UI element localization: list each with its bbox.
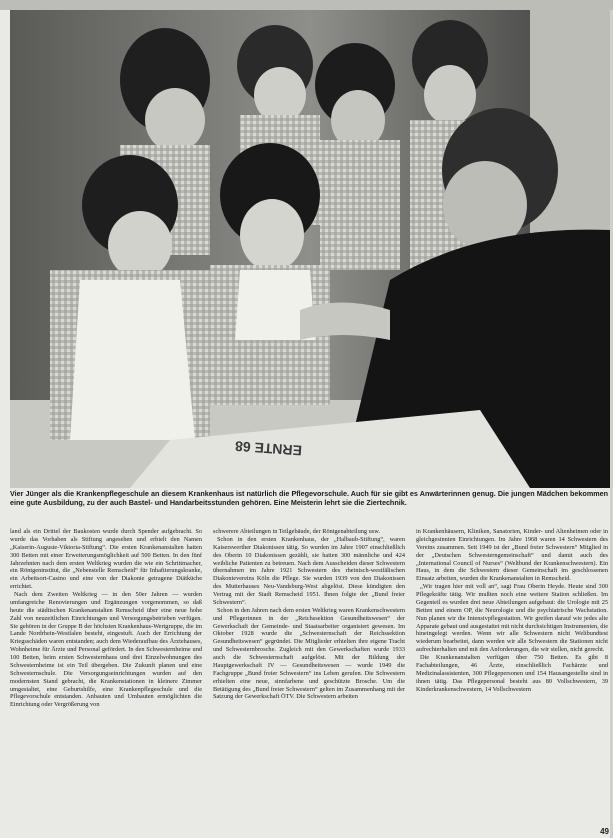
article-column-1	[10, 528, 202, 834]
paragraph: Schon in den Jahren nach dem ersten Weltkrieg waren Krankenschwestern und Pflegerinnen in der „Reichssektion Gesundheitswesen“ der Gewerkschaft der Gemeinde- und Staatsarbeiter organisiert gewesen. Im Oktober 1928 wurde die „Schwesternschaft der Reichssektion Gesundheitswesen“ gegründet. Die Mitglieder erhielten ihre eigene Tracht und Schwesternbrosche. Zugleich mit den Gewerkschaften wurde 1933 auch die Schwesternschaft aufgelöst. Mit der Bildung der Hauptgewerkschaft IV — Gesundheitswesen — wurde 1949 die Fachgruppe „Bund freier Schwestern“ ins Leben gerufen. Die Schwestern erhielten eine neue, sinnfarbene und geschützte Brosche. Um die Betätigung des „Bund freier Schwestern“ gelten im Zusammenhang mit der Satzung der Gewerkschaft ÖTV. Die Schwestern arbeiten	[213, 606, 405, 701]
photograph-illustration	[10, 10, 610, 488]
paragraph: Schon in den ersten Krankenhaus, der „Halbaub-Stiftung“, waren Kaiserswerther Diakonissen tätig. So wurden im Jahre 1907 einschließlich des Oberin 10 Diakonissen gezählt, sie hatten 300 männliche und 424 weibliche Patienten zu betreuen. Nach dem Ausscheiden dieser Schwestern übernahmen im Jahre 1921 Schwestern des rheinisch-westfälischen Diakonievereins Köln die Pflege. Sie wurden 1939 von den Diakonissen des Mutterhauses Neu-Vandsburg-West abgelöst. Diese kündigten den Vertrag mit der Stadt Remscheid 1951. Ihnen folgte der „Bund freier Schwestern“.	[213, 535, 405, 606]
article-column-2	[213, 528, 405, 834]
newspaper-headline: ERNTE 68	[234, 438, 303, 459]
paragraph: Nach dem Zweiten Weltkrieg — in den 50er Jahren — wurden umfangreiche Renovierungen und Ergänzungen vorgenommen, so daß heute die städtischen Krankenanstalten Remscheid über eine neue hohe Zahl von neuzeitlichen Einrichtungen und Versorgungsbetrieben verfügen. Sie gehören in der Gruppe B der höchsten Krankenhaus-Wertgruppe, die im Lande Nordrhein-Westfalen besteht, eingestuft. Auch der Errichtung der Kriegsschäden waren entstanden; auch dem Wiederaufbau des Ärztehauses, Wohnheime für Ärzte und Personal gefördert. In den Schwesternheime und 100 Betten, beim ersten Schwesternhaus und drei Einzelwohnungen des Schwesternheime ist ein Teil übergeben. Die Zukunft planen und eine Schwesternschule. Die Versorgungseinrichtungen wurden auf den modernsten Stand gebracht, die Krankenstationen in kleinere Zimmer umgestaltet, eine Geburtshilfe, eine Krankenpflegeschule und die Pflegevorschule entstanden. Anbauten und Umbauten ermöglichten die Einrichtung oder Vergrößerung von	[10, 591, 202, 709]
paragraph: land als ein Drittel der Baukosten wurde durch Spender aufgebracht. So wurde das Vorhaben als Stiftung angesehen und erhielt den Namen „Kaiserin-Auguste-Viktoria-Stiftung“. Die ersten Krankenanstalten hatten 300 Betten mit einer Erweiterungsmöglichkeit auf 500 Betten. In den fünf Jahrzehnten nach dem ersten Weltkrieg wurden die wie ein Schrittmacher, ein Röntgeninstitut, die „Nebenstelle Remscheid“ für Inhaftierungskranke, ein Arbeitsort-Casino und eine von der Diakonie getragene Diätküche errichtet.	[10, 528, 202, 591]
photo-caption-text: Vier Jünger als die Krankenpflegeschule an diesem Krankenhaus ist natürlich die Pflegevorschule. Auch für sie gibt es Anwärterinnen genug. Die jungen Mädchen bekommen eine gute Ausbildung, zu der auch Bastel- und Handarbeitsstunden gehören. Eine Meisterin lehrt sie die Ziertechnik.	[10, 489, 608, 507]
paragraph: „Wir tragen hier mit voll an“, sagt Frau Oberin Heyde. Heute sind 300 Pflegekräfte tätig. Wir mußten noch eine weitere Station schließen. Im Gegenteil es wurden drei neue Abteilungen aufgebaut: die Urologie mit 25 Betten und einem OP, die Neurologie und die psychiatrische Wachstation. Nun planen wir die Intensivpflegestation. Wir greifen darauf wie jedes alte Apparate gebaut und ausgestattet mit nicht durchsichtigen Instrumenten, die hineingelegt werden. Wenn wir alle Schwestern nicht Weltbundtest wiederum bearbeitet, dann werden wir alle Schwestern die Stationen nicht aufrechterhalten und mit den Anforderungen, die wir stellen, nicht gerecht.	[416, 583, 608, 654]
page-number: 49	[600, 827, 609, 836]
article-body	[10, 528, 608, 834]
article-column-3	[416, 528, 608, 834]
paragraph: schwerere Abteilungen in Teilgebäude, der Röntgenabteilung usw.	[213, 528, 380, 535]
page-top-border	[0, 0, 613, 10]
photo-caption	[10, 490, 608, 508]
paragraph: Die Krankenanstalten verfügen über 750 Betten. Es gibt 8 Fachabteilungen, 46 Ärzte, einschließlich Fachärzte und Medizinalassistenten, 300 Pflegepersonen und 154 Hausangestellte sind in ihnen tätig. Das Pflegepersonal besteht aus 80 Vollschwestern, 39 Kinderkrankenschwestern, 14 Vollschwestern	[416, 654, 608, 693]
paragraph: in Krankenhäusern, Kliniken, Sanatorien, Kinder- und Altenheimen oder in gleichgesinnten Einrichtungen. Im Jahre 1968 waren 14 Schwestern des Vereins zusammen. Seit 1949 ist der „Bund freier Schwestern“ Mitglied in der „Deutschen Schwesterngemeinschaft“ und damit auch des „International Council of Nurses“ (Weltbund der Krankenschwestern). Ein Haus, in dem die Schwestern dieser Gemeinschaft im geschlossenen Einsatz arbeiten, wurden die Krankenanstalten in Remscheid.	[416, 528, 608, 583]
photograph	[10, 10, 610, 488]
